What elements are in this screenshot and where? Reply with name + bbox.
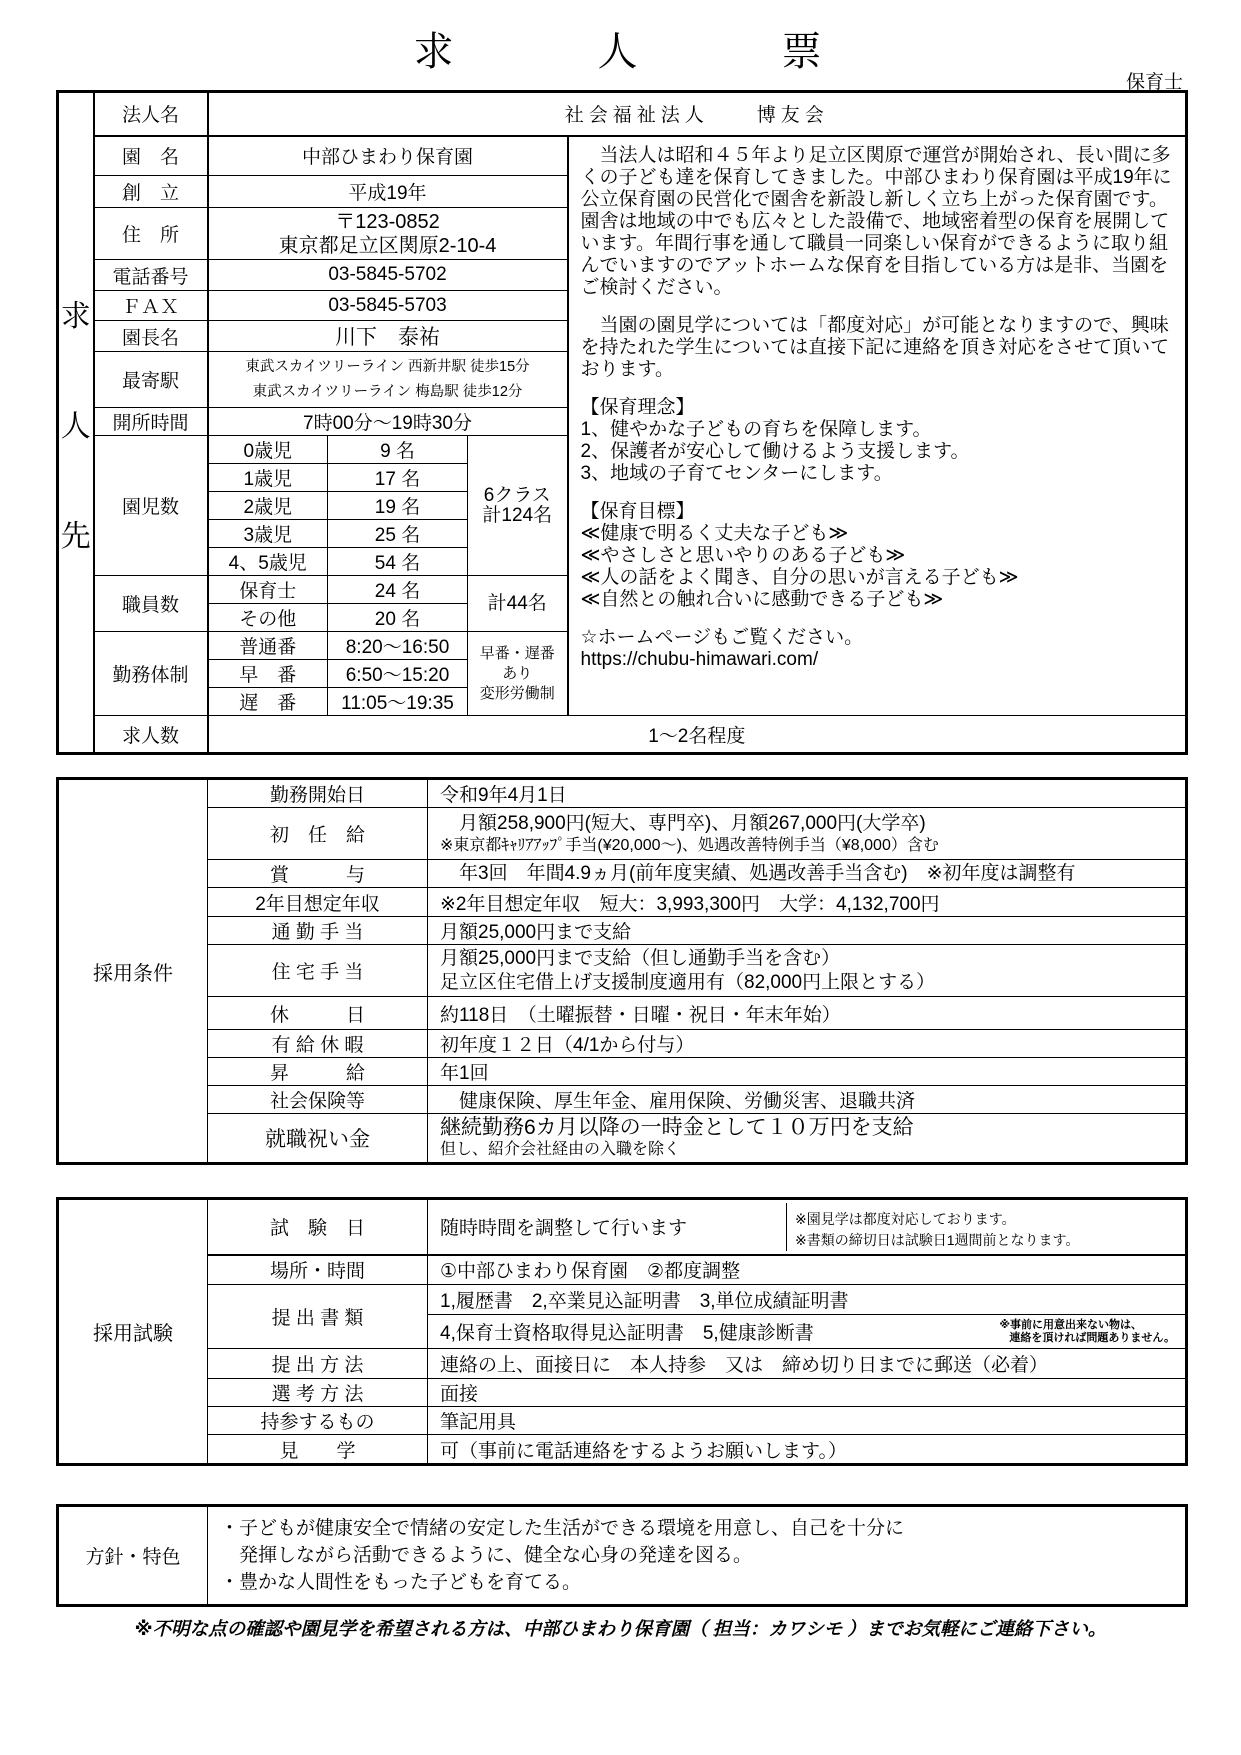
table-row xyxy=(58,136,1187,176)
age-group: 2歳児 xyxy=(208,492,328,520)
selection-method-value: 面接 xyxy=(428,1379,1187,1407)
exam-note-line: ※園見学は都度対応しております。 xyxy=(795,1210,1016,1227)
postal-code: 〒123-0852 xyxy=(335,210,440,233)
philosophy-item: 2、保護者が安心して働けるよう支援します。 xyxy=(580,440,970,462)
children-total xyxy=(468,436,568,576)
address-value xyxy=(208,208,568,260)
commute-allowance-label: 通 勤 手 当 xyxy=(208,917,428,945)
exam-date-value xyxy=(428,1199,1187,1255)
submission-method-value: 連絡の上、面接日に 本人持参 又は 締め切り日までに郵送（必着） xyxy=(428,1349,1187,1379)
phone-label: 電話番号 xyxy=(94,260,208,291)
shift-note-line: あり xyxy=(502,664,533,682)
exam-place-label: 場所・時間 xyxy=(208,1255,428,1285)
goal-item: ≪健康で明るく丈夫な子ども≫ xyxy=(580,522,849,544)
table-row xyxy=(58,716,1187,754)
open-hours-label: 開所時間 xyxy=(94,408,208,436)
holidays-value: 約118日 （土曜振替・日曜・祝日・年末年始） xyxy=(428,997,1187,1030)
table-row xyxy=(58,917,1187,945)
recruiter-side-label xyxy=(58,92,94,754)
policy-content xyxy=(208,1506,1187,1606)
policy-line: ・子どもが健康安全で情緒の安定した生活ができる環境を用意し、自己を十分に xyxy=(220,1518,905,1539)
openings-value: 1〜2名程度 xyxy=(208,716,1187,754)
shift-note-line: 早番・遅番 xyxy=(479,644,555,662)
documents-line1: 1,履歴書 2,卒業見込証明書 3,単位成績証明書 xyxy=(428,1285,1187,1315)
salary-raise-label: 昇 給 xyxy=(208,1058,428,1086)
social-insurance-label: 社会保険等 xyxy=(208,1086,428,1114)
philosophy-title: 【保育理念】 xyxy=(580,396,695,418)
age-group: 0歳児 xyxy=(208,436,328,464)
children-count-label: 園児数 xyxy=(94,436,208,576)
table-row xyxy=(58,860,1187,888)
exam-date-text: 随時時間を調整して行います xyxy=(440,1218,688,1240)
age-count: 17 名 xyxy=(328,464,468,492)
staff-role: その他 xyxy=(208,604,328,632)
table-row xyxy=(58,1114,1187,1164)
policy-side-label: 方針・特色 xyxy=(58,1506,208,1606)
table-row xyxy=(58,1349,1187,1379)
housing-allowance-label: 住 宅 手 当 xyxy=(208,945,428,997)
exam-side-label: 採用試験 xyxy=(58,1199,208,1465)
bonus-value: 年3回 年間4.9ヵ月(前年度実績、処遇改善手当含む) ※初年度は調整有 xyxy=(428,860,1187,888)
policy-table xyxy=(56,1504,1188,1607)
exam-table xyxy=(56,1197,1188,1466)
shift-name: 遅 番 xyxy=(208,688,328,716)
social-insurance-value: 健康保険、厚生年金、雇用保険、労働災害、退職共済 xyxy=(428,1086,1187,1114)
table-row xyxy=(58,1199,1187,1255)
garden-name-label: 園 名 xyxy=(94,136,208,176)
signing-bonus-value xyxy=(428,1114,1187,1164)
homepage-url: https://chubu-himawari.com/ xyxy=(580,648,819,670)
exam-date-note xyxy=(786,1203,1185,1251)
station-line: 東武スカイツリーライン 梅島駅 徒歩12分 xyxy=(252,383,523,400)
side-char: 求 xyxy=(60,299,91,333)
start-date-value: 令和9年4月1日 xyxy=(428,779,1187,808)
shift-note xyxy=(468,632,568,716)
footer-contact-note: ※不明な点の確認や園見学を希望される方は、中部ひまわり保育園（ 担当：カワシモ ）までお気軽にご連絡下さい。 xyxy=(134,1618,1107,1639)
shift-name: 普通番 xyxy=(208,632,328,660)
items-to-bring-value: 筆記用具 xyxy=(428,1407,1187,1435)
starting-salary-label: 初 任 給 xyxy=(208,808,428,860)
exam-note-line: ※書類の締切日は試験日1週間前となります。 xyxy=(795,1231,1080,1248)
items-to-bring-label: 持参するもの xyxy=(208,1407,428,1435)
open-hours-value: 7時00分〜19時30分 xyxy=(208,408,568,436)
page-title: 求 人 票 xyxy=(413,30,828,74)
fax-value: 03-5845-5703 xyxy=(208,291,568,321)
spacer xyxy=(581,611,1176,627)
spacer xyxy=(56,1165,1185,1197)
shift-time: 8:20〜16:50 xyxy=(328,632,468,660)
goal-item: ≪やさしさと思いやりのある子ども≫ xyxy=(580,544,906,566)
exam-date-layout xyxy=(428,1203,1185,1251)
documents-line2-layout xyxy=(440,1318,1179,1345)
signing-bonus-label: 就職祝い金 xyxy=(208,1114,428,1164)
documents-note-line: ※事前に用意出来ない物は、 xyxy=(999,1318,1143,1331)
employment-conditions-table xyxy=(56,777,1188,1165)
goal-item: ≪自然との触れ合いに感動できる子ども≫ xyxy=(580,588,944,610)
salary-raise-value: 年1回 xyxy=(428,1058,1187,1086)
start-date-label: 勤務開始日 xyxy=(208,779,428,808)
table-row xyxy=(58,945,1187,997)
signing-bonus-line: 継続勤務6カ月以降の一時金として１０万円を支給 xyxy=(440,1116,914,1139)
table-row xyxy=(58,1086,1187,1114)
job-type-label: 保育士 xyxy=(1125,72,1183,93)
corporation-name-value: 社会福祉法人 博友会 xyxy=(208,92,1187,136)
age-group: 4、5歳児 xyxy=(208,548,328,576)
salary-line: 月額258,900円(短大、専門卒)、月額267,000円(大学卒) xyxy=(440,812,926,834)
employment-side-label: 採用条件 xyxy=(58,779,208,1164)
salary-note: ※東京都ｷｬﾘｱｱｯﾌﾟ手当(¥20,000〜)、処遇改善特例手当（¥8,000）含む xyxy=(440,836,939,854)
signing-bonus-note: 但し、紹介会社経由の入職を除く xyxy=(440,1141,681,1158)
second-year-income-label: 2年目想定年収 xyxy=(208,888,428,917)
exam-date-label: 試 験 日 xyxy=(208,1199,428,1255)
fax-label: ＦＡＸ xyxy=(94,291,208,321)
goal-title: 【保育目標】 xyxy=(580,500,695,522)
table-row xyxy=(58,1379,1187,1407)
work-shift-label: 勤務体制 xyxy=(94,632,208,716)
openings-label: 求人数 xyxy=(94,716,208,754)
table-row xyxy=(58,888,1187,917)
housing-line: 月額25,000円まで支給（但し通勤手当を含む） xyxy=(440,947,841,969)
class-count: 6クラス xyxy=(483,484,551,506)
spacer xyxy=(56,1466,1185,1504)
paid-leave-label: 有 給 休 暇 xyxy=(208,1030,428,1058)
table-row xyxy=(58,997,1187,1030)
spacer xyxy=(581,299,1176,315)
documents-note-line: 連絡を頂ければ問題ありません。 xyxy=(1009,1331,1175,1344)
recruiter-table xyxy=(56,90,1188,755)
age-count: 54 名 xyxy=(328,548,468,576)
staff-count: 20 名 xyxy=(328,604,468,632)
table-row xyxy=(58,808,1187,860)
table-row xyxy=(58,779,1187,808)
documents-note xyxy=(999,1319,1179,1345)
visit-label: 見 学 xyxy=(208,1435,428,1465)
recruiter-side-label-stack xyxy=(59,291,93,555)
document-header xyxy=(56,24,1185,93)
commute-allowance-value: 月額25,000円まで支給 xyxy=(428,917,1187,945)
founded-label: 創 立 xyxy=(94,176,208,208)
description-paragraph: 当園の園見学については「都度対応」が可能となりますので、興味を持たれた学生については直接下記に連絡を頂き対応をさせて頂いております。 xyxy=(580,314,1170,380)
documents-label: 提 出 書 類 xyxy=(208,1285,428,1349)
age-count: 25 名 xyxy=(328,520,468,548)
table-row xyxy=(58,1435,1187,1465)
shift-time: 11:05〜19:35 xyxy=(328,688,468,716)
holidays-label: 休 日 xyxy=(208,997,428,1030)
table-row xyxy=(58,92,1187,136)
starting-salary-value xyxy=(428,808,1187,860)
corporation-name-label: 法人名 xyxy=(94,92,208,136)
philosophy-item: 3、地域の子育てセンターにします。 xyxy=(580,462,893,484)
documents-line2-text: 4,保育士資格取得見込証明書 5,健康診断書 xyxy=(440,1323,814,1344)
policy-line: 発揮しながら活動できるように、健全な心身の発達を図る。 xyxy=(220,1545,753,1566)
station-line: 東武スカイツリーライン 西新井駅 徒歩15分 xyxy=(245,358,530,375)
children-total-count: 計124名 xyxy=(482,504,553,526)
age-count: 19 名 xyxy=(328,492,468,520)
documents-line2 xyxy=(428,1315,1187,1349)
age-group: 3歳児 xyxy=(208,520,328,548)
table-row xyxy=(58,1030,1187,1058)
street-address: 東京都足立区関原2-10-4 xyxy=(278,234,497,257)
visit-value: 可（事前に電話連絡をするようお願いします。） xyxy=(428,1435,1187,1465)
address-label: 住 所 xyxy=(94,208,208,260)
housing-line: 足立区住宅借上げ支援制度適用有（82,000円上限とする） xyxy=(440,971,936,993)
description-cell xyxy=(568,136,1187,716)
second-year-income-value: ※2年目想定年収 短大：3,993,300円 大学：4,132,700円 xyxy=(428,888,1187,917)
staff-count: 24 名 xyxy=(328,576,468,604)
garden-name-value: 中部ひまわり保育園 xyxy=(208,136,568,176)
table-row xyxy=(58,1407,1187,1435)
staff-role: 保育士 xyxy=(208,576,328,604)
side-char: 人 xyxy=(60,409,91,443)
shift-name: 早 番 xyxy=(208,660,328,688)
shift-time: 6:50〜15:20 xyxy=(328,660,468,688)
selection-method-label: 選 考 方 法 xyxy=(208,1379,428,1407)
side-char: 先 xyxy=(60,519,91,553)
housing-allowance-value xyxy=(428,945,1187,997)
age-count: 9 名 xyxy=(328,436,468,464)
staff-total: 計44名 xyxy=(468,576,568,632)
age-group: 1歳児 xyxy=(208,464,328,492)
station-value xyxy=(208,352,568,408)
table-row xyxy=(58,1506,1187,1606)
spacer xyxy=(581,485,1176,501)
description-paragraph: 当法人は昭和４５年より足立区関原で運営が開始され、長い間に多くの子ども達を保育してきました。中部ひまわり保育園は平成19年に公立保育園の民営化で園舎を新設し新しく立ち上がった保育園です。園舎は地域の中でも広々とした設備で、地域密着型の保育を展開しています。年間行事を通して職員一同楽しい保育ができるように取り組んでいますのでアットホームな保育を目指している方は是非、当園をご検討ください。 xyxy=(580,144,1172,298)
director-label: 園長名 xyxy=(94,321,208,352)
phone-value: 03-5845-5702 xyxy=(208,260,568,291)
station-label: 最寄駅 xyxy=(94,352,208,408)
policy-line: ・豊かな人間性をもった子どもを育てる。 xyxy=(220,1572,582,1593)
director-value: 川下 泰祐 xyxy=(208,321,568,352)
submission-method-label: 提 出 方 法 xyxy=(208,1349,428,1379)
staff-count-label: 職員数 xyxy=(94,576,208,632)
bonus-label: 賞 与 xyxy=(208,860,428,888)
paid-leave-value: 初年度１２日（4/1から付与） xyxy=(428,1030,1187,1058)
table-row xyxy=(58,1255,1187,1285)
homepage-note: ☆ホームページもご覧ください。 xyxy=(580,626,864,648)
table-row xyxy=(58,1058,1187,1086)
exam-place-value: ①中部ひまわり保育園 ②都度調整 xyxy=(428,1255,1187,1285)
founded-value: 平成19年 xyxy=(208,176,568,208)
goal-item: ≪人の話をよく聞き、自分の思いが言える子ども≫ xyxy=(580,566,1019,588)
shift-note-line: 変形労働制 xyxy=(479,684,555,702)
spacer xyxy=(581,381,1176,397)
philosophy-item: 1、健やかな子どもの育ちを保障します。 xyxy=(580,418,932,440)
spacer xyxy=(56,755,1185,777)
table-row xyxy=(58,1285,1187,1315)
